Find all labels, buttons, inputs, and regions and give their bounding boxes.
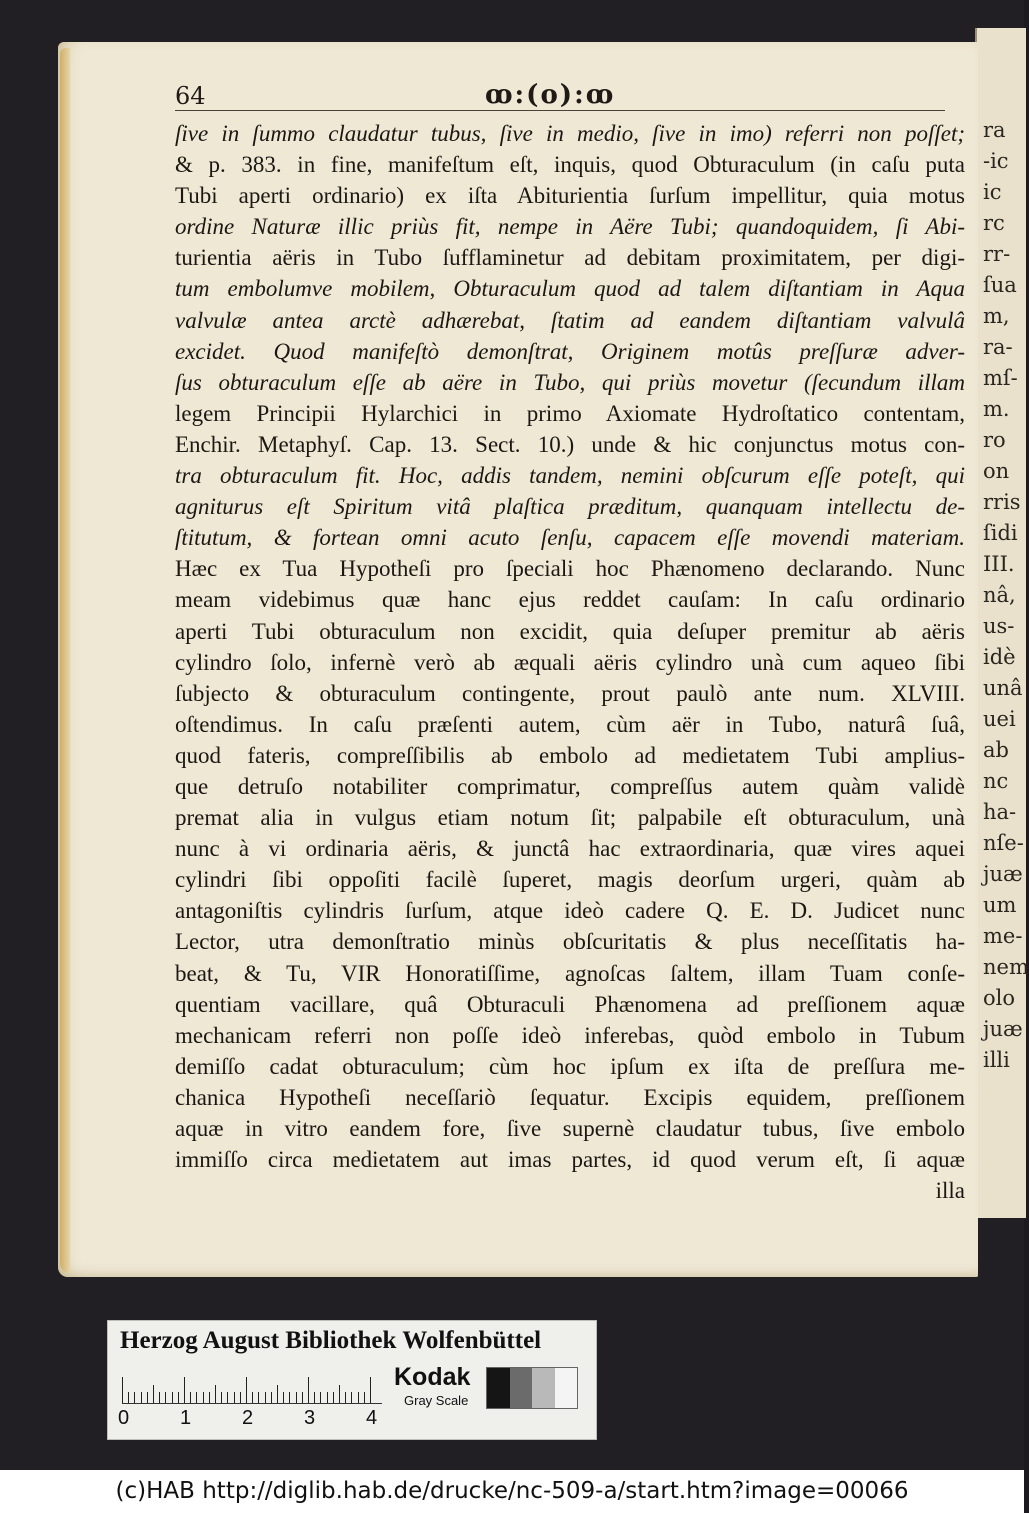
text-line: Enchir. Metaphyſ. Cap. 13. Sect. 10.) unde & hic conjunctus motus con- xyxy=(175,431,965,457)
next-page-fragment: rris xyxy=(983,490,1021,514)
text-line: turientia aëris in Tubo ſufflaminetur ad debitam proximitatem, per digi- xyxy=(175,245,965,271)
text-line: ſubjecto & obturaculum contingente, prout paulò ante num. XLVIII. xyxy=(175,680,965,706)
kodak-logo: Kodak xyxy=(394,1363,471,1391)
next-page-fragment: ra- xyxy=(983,335,1013,359)
next-page-fragment: me- xyxy=(983,924,1023,948)
ruler-tick xyxy=(196,1392,197,1403)
ruler-tick xyxy=(358,1392,359,1403)
next-page-fragment: nâ, xyxy=(983,583,1016,607)
grayscale-swatches xyxy=(486,1367,578,1409)
ruler-tick xyxy=(320,1392,321,1403)
ruler-tick xyxy=(302,1392,303,1403)
ruler-tick xyxy=(178,1392,179,1403)
ruler-tick xyxy=(296,1392,297,1403)
next-page-fragment: mſ- xyxy=(983,366,1018,390)
next-page-fragment: ic xyxy=(983,180,1002,204)
ruler-tick xyxy=(172,1392,173,1403)
ruler-tick xyxy=(234,1392,235,1403)
ruler-tick xyxy=(134,1392,135,1403)
next-page-fragment: idè xyxy=(983,645,1016,669)
next-page-fragment: rc xyxy=(983,211,1005,235)
next-page-fragment: juæ xyxy=(983,1017,1023,1041)
ruler-tick xyxy=(327,1392,328,1403)
text-line: mechanicam referri non poſſe ideò inferebas, quòd embolo in Tubum xyxy=(175,1022,965,1048)
ruler-tick xyxy=(265,1392,266,1403)
text-line: Tubi aperti ordinario) ex iſta Abiturientia ſurſum impellitur, quia motus xyxy=(175,183,965,209)
ruler-tick xyxy=(190,1392,191,1403)
next-page-fragment: ab xyxy=(983,738,1009,762)
ruler-tick xyxy=(227,1392,228,1403)
next-page-fragment: um xyxy=(983,893,1017,917)
ruler-tick xyxy=(351,1392,352,1403)
copyright-footer: (c)HAB http://diglib.hab.de/drucke/nc-509-a/start.htm?image=00066 xyxy=(0,1470,1024,1513)
gray-swatch xyxy=(487,1368,510,1408)
next-page-fragment: illi xyxy=(983,1048,1010,1072)
ruler xyxy=(122,1373,382,1404)
text-line: ſive in ſummo claudatur tubus, ſive in medio, ſive in imo) referri non poſſet; xyxy=(175,121,965,146)
next-page-fragment: juæ xyxy=(983,862,1023,886)
library-name: Herzog August Bibliothek Wolfenbüttel xyxy=(120,1327,542,1354)
page-number: 64 xyxy=(175,82,206,110)
next-page-edge xyxy=(975,28,1029,1218)
text-line: ſus obturaculum eſſe ab aëre in Tubo, qui priùs movetur (ſecundum illam xyxy=(175,369,965,395)
text-line: immiſſo circa medietatem aut imas partes, id quod verum eſt, ſi aquæ xyxy=(175,1147,965,1173)
text-line: oſtendimus. In caſu præſenti autem, cùm aër in Tubo, naturâ ſuâ, xyxy=(175,711,965,737)
ruler-tick xyxy=(165,1392,166,1403)
ruler-tick xyxy=(345,1392,346,1403)
text-line: excidet. Quod manifeſtò demonſtrat, Originem motûs preſſuræ adver- xyxy=(175,338,965,364)
text-line: cylindro ſolo, infernè verò ab æquali aëris cylindro unà cum aqueo ſibi xyxy=(175,649,965,675)
ruler-tick xyxy=(277,1385,278,1403)
text-line: aquæ in vitro eandem fore, ſive supernè claudatur tubus, ſive embolo xyxy=(175,1116,965,1141)
ruler-tick xyxy=(271,1392,272,1403)
text-line: quentiam vacillare, quâ Obturaculi Phænomena ad preſſionem aquæ xyxy=(175,991,965,1017)
text-line: ordine Naturæ illic priùs fit, nempe in Aëre Tubi; quandoquidem, ſi Abi- xyxy=(175,214,965,240)
text-line: valvulæ antea arctè adhærebat, ſtatim ad eandem diſtantiam valvulâ xyxy=(175,307,965,333)
ruler-tick xyxy=(252,1392,253,1403)
ruler-numbers xyxy=(118,1407,388,1433)
next-page-fragment: ra xyxy=(983,118,1006,142)
gray-swatch xyxy=(555,1368,578,1408)
text-line: Lector, utra demonſtratio minùs obſcuritatis & plus neceſſitatis ha- xyxy=(175,929,965,955)
text-line: cylindri ſibi oppoſiti facilè ſuperet, magis deorſum urgeri, quàm ab xyxy=(175,867,965,893)
text-line: illa xyxy=(935,1178,965,1204)
next-page-fragment: ſua xyxy=(983,273,1017,297)
ruler-number: 1 xyxy=(180,1407,192,1429)
text-line: agniturus eſt Spiritum vitâ plaſtica præditum, quanquam intellectu de- xyxy=(175,494,965,520)
grayscale-label: Gray Scale xyxy=(404,1393,469,1408)
text-line: meam videbimus quæ hanc ejus reddet cauſam: In caſu ordinario xyxy=(175,587,965,613)
next-page-fragment: III. xyxy=(983,552,1015,576)
text-line: tra obturaculum fit. Hoc, addis tandem, nemini obſcurum eſſe poteſt, qui xyxy=(175,463,965,489)
text-line: premat alia in vulgus etiam notum ſit; palpabile eſt obturaculum, unà xyxy=(175,805,965,831)
ruler-tick xyxy=(153,1385,154,1403)
body-text xyxy=(175,118,965,1206)
text-line: & p. 383. in fine, manifeſtum eſt, inquis, quod Obturaculum (in caſu puta xyxy=(175,152,965,178)
text-line: chanica Hypotheſi neceſſariò ſequatur. Excipis equidem, preſſionem xyxy=(175,1084,965,1110)
gray-swatch xyxy=(510,1368,533,1408)
running-head xyxy=(175,80,945,116)
ruler-number: 2 xyxy=(242,1407,254,1429)
next-page-fragment: ro xyxy=(983,428,1006,452)
text-line: quod fateris, compreſſibilis ab embolo ad medietatem Tubi amplius- xyxy=(175,742,965,768)
ruler-number: 4 xyxy=(366,1407,378,1429)
next-page-fragment: ſidi xyxy=(983,521,1018,545)
ruler-number: 3 xyxy=(304,1407,316,1429)
gray-swatch xyxy=(532,1368,555,1408)
ruler-tick xyxy=(364,1392,365,1403)
ruler-number: 0 xyxy=(118,1407,130,1429)
header-rule xyxy=(175,110,945,111)
ruler-tick xyxy=(122,1377,123,1403)
text-line: ſtitutum, & fortean omni acuto ſenſu, capacem eſſe movendi materiam. xyxy=(175,525,965,551)
ruler-tick xyxy=(258,1392,259,1403)
text-line: beat, & Tu, VIR Honoratiſſime, agnoſcas ſaltem, illam Tuam conſe- xyxy=(175,960,965,986)
next-page-fragment: m. xyxy=(983,397,1010,421)
ruler-tick xyxy=(240,1392,241,1403)
next-page-fragment: uei xyxy=(983,707,1016,731)
ruler-tick xyxy=(289,1392,290,1403)
text-line: demiſſo cadat obturaculum; cùm hoc ipſum ex iſta de preſſura me- xyxy=(175,1053,965,1079)
next-page-fragment: -ic xyxy=(983,149,1009,173)
ruler-tick xyxy=(141,1392,142,1403)
ruler-tick xyxy=(209,1392,210,1403)
next-page-fragment: rr- xyxy=(983,242,1011,266)
ruler-tick xyxy=(147,1392,148,1403)
ruler-tick xyxy=(246,1377,247,1403)
ruler-tick xyxy=(184,1377,185,1403)
ruler-tick xyxy=(283,1392,284,1403)
text-line: que detruſo notabiliter comprimatur, compreſſus autem quàm validè xyxy=(175,773,965,799)
next-page-fragment: olo xyxy=(983,986,1016,1010)
next-page-fragment: us- xyxy=(983,614,1015,638)
next-page-fragment: ha- xyxy=(983,800,1017,824)
text-line: legem Principii Hylarchici in primo Axiomate Hydroſtatico contentam, xyxy=(175,400,965,426)
next-page-fragment: m, xyxy=(983,304,1010,328)
text-line: nunc à vi ordinaria aëris, & junctâ hac extraordinaria, quæ vires aquei xyxy=(175,836,965,862)
ruler-tick xyxy=(333,1392,334,1403)
ruler-tick xyxy=(203,1392,204,1403)
header-ornament: ꝏ:(o):ꝏ xyxy=(485,80,616,110)
page-gilt-edge xyxy=(60,48,70,1273)
ruler-tick xyxy=(215,1385,216,1403)
next-page-fragment: unâ xyxy=(983,676,1023,700)
next-page-fragment: nc xyxy=(983,769,1009,793)
ruler-tick xyxy=(314,1392,315,1403)
next-page-fragment: on xyxy=(983,459,1010,483)
ruler-tick xyxy=(370,1377,371,1403)
text-line: aperti Tubi obturaculum non excidit, quia deſuper premitur ab aëris xyxy=(175,618,965,644)
next-page-fragment: nem xyxy=(983,955,1029,979)
ruler-tick xyxy=(159,1392,160,1403)
text-line: Hæc ex Tua Hypotheſi pro ſpeciali hoc Phænomeno declarando. Nunc xyxy=(175,556,965,582)
ruler-tick xyxy=(128,1392,129,1403)
color-calibration-bar xyxy=(107,1320,597,1440)
ruler-tick xyxy=(339,1385,340,1403)
ruler-tick xyxy=(308,1377,309,1403)
text-line: tum embolumve mobilem, Obturaculum quod ad talem diſtantiam in Aqua xyxy=(175,276,965,302)
ruler-tick xyxy=(221,1392,222,1403)
text-line: antagoniſtis cylindris ſurſum, atque ideò cadere Q. E. D. Judicet nunc xyxy=(175,898,965,924)
next-page-fragment: nſe- xyxy=(983,831,1024,855)
